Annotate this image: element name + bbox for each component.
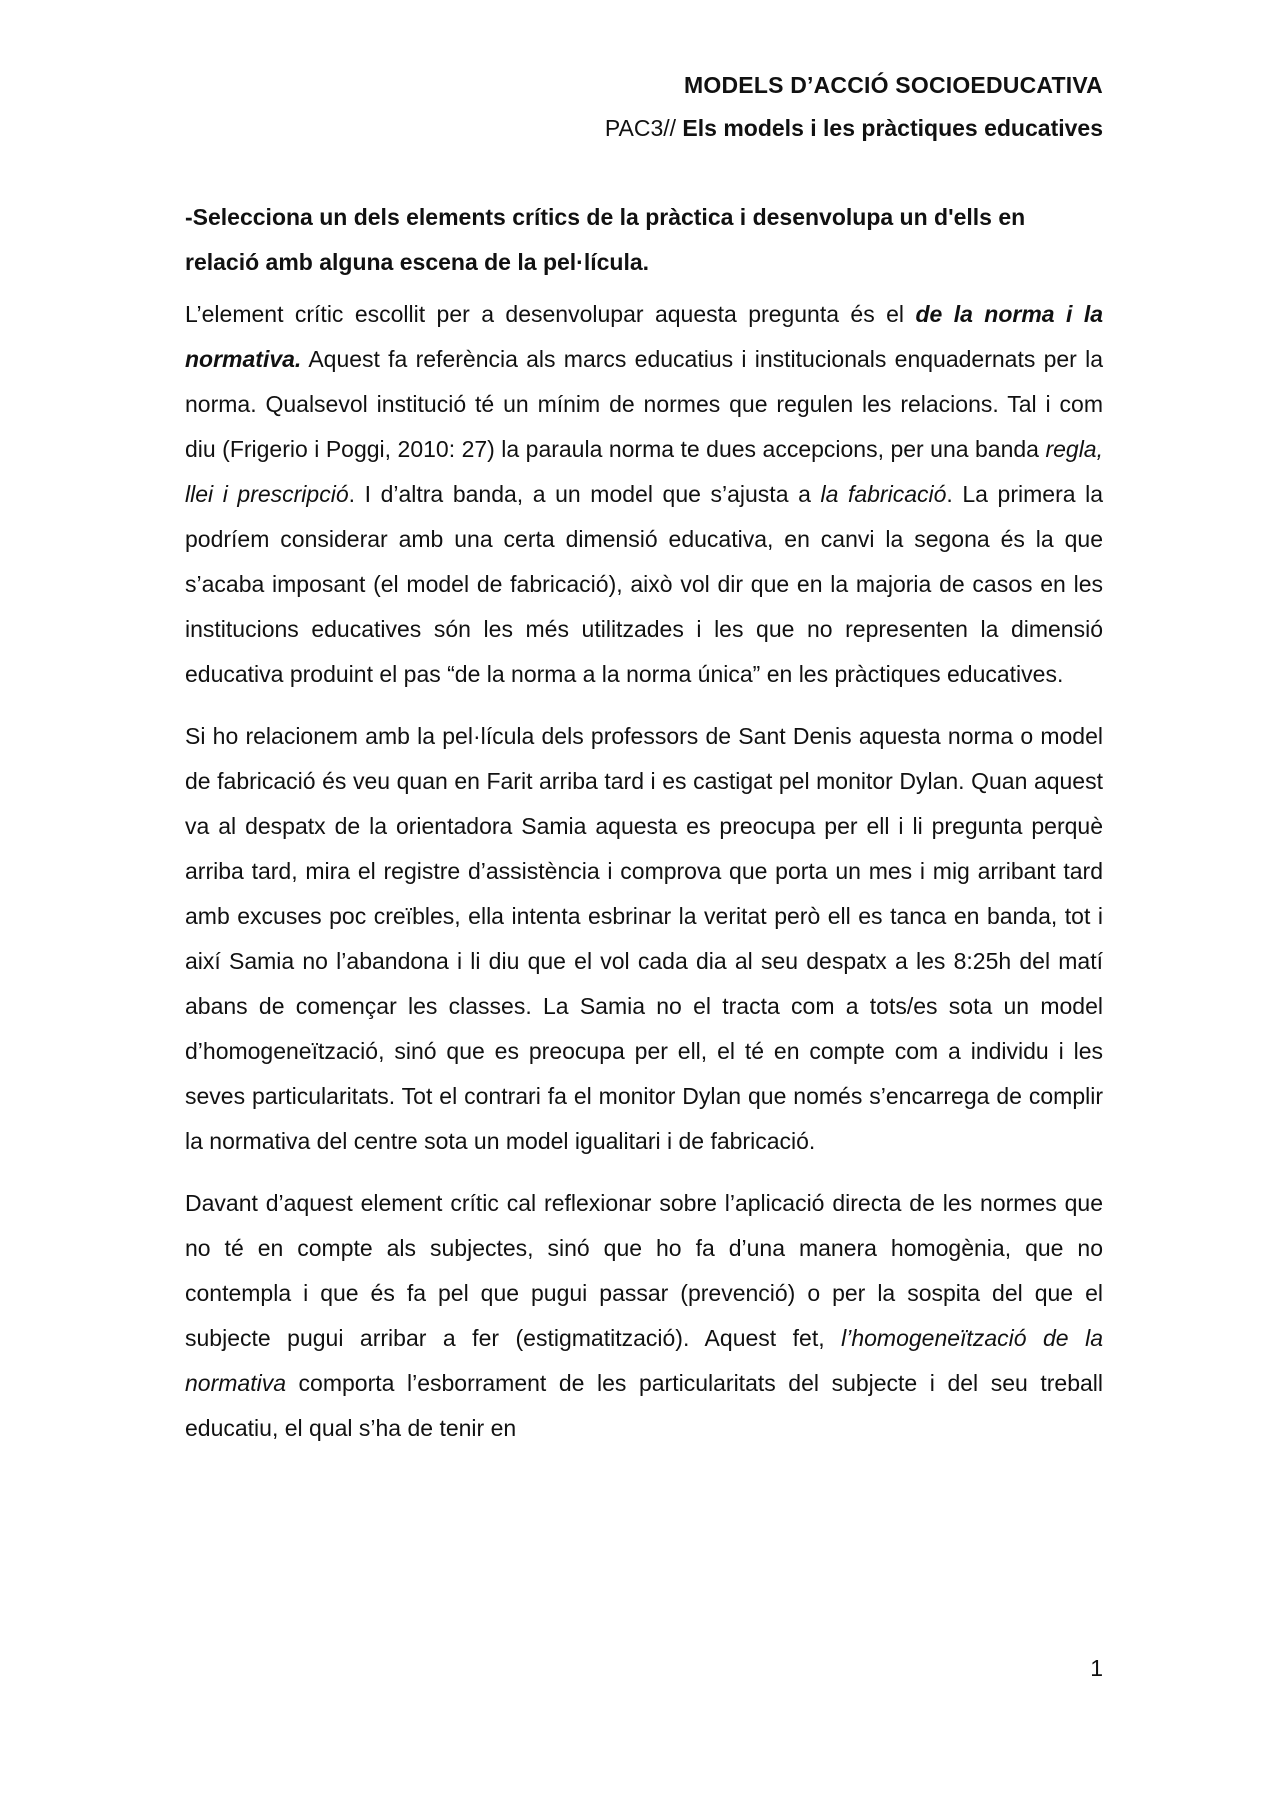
paragraph-3 <box>185 1181 1103 1451</box>
document-body <box>185 195 1103 1468</box>
paragraph-3-text-a: Davant d’aquest element crític cal reflexionar sobre l’aplicació directa de les normes que no té en compte als subjectes, sinó que ho fa d’una manera homogènia, que no contempla i que és fa pel que pugui passar (prevenció) o per la sospita del que el subjecte pugui arribar a fer (estigmatització). Aquest fet, <box>185 1190 1103 1351</box>
paragraph-1-italic-fabricacio: la fabricació <box>820 481 947 507</box>
question-heading: -Selecciona un dels elements crítics de la pràctica i desenvolupa un d'ells en relació amb alguna escena de la pel·lícula. <box>185 204 1026 275</box>
paragraph-1-italic-regla: regla, llei i prescripció <box>185 436 1103 507</box>
paragraph-3-text-b: comporta l’esborrament de les particularitats del subjecte i del seu treball educatiu, el qual s’ha de tenir en <box>185 1370 1103 1441</box>
course-title: MODELS D’ACCIÓ SOCIOEDUCATIVA <box>684 72 1103 98</box>
page-header <box>605 72 1103 142</box>
paragraph-2: Si ho relacionem amb la pel·lícula dels professors de Sant Denis aquesta norma o model de fabricació és veu quan en Farit arriba tard i es castigat pel monitor Dylan. Quan aquest va al despatx de la orientadora Samia aquesta es preocupa per ell i li pregunta perquè arriba tard, mira el registre d’assistència i comprova que porta un mes i mig arribant tard amb excuses poc creïbles, ella intenta esbrinar la veritat però ell es tanca en banda, tot i així Samia no l’abandona i li diu que el vol cada dia al seu despatx a les 8:25h del matí abans de començar les classes. La Samia no el tracta com a tots/es sota un model d’homogeneïtzació, sinó que es preocupa per ell, el té en compte com a individu i les seves particularitats. Tot el contrari fa el monitor Dylan que només s’encarrega de complir la normativa del centre sota un model igualitari i de fabricació. <box>185 723 1103 1154</box>
paragraph-1 <box>185 292 1103 697</box>
assignment-name: Els models i les pràctiques educatives <box>682 115 1103 141</box>
paragraph-1-text-b: Aquest fa referència als marcs educatius i institucionals enquadernats per la norma. Qualsevol institució té un mínim de normes que regulen les relacions. Tal i com diu (Frigerio i Poggi, 2010: 27) la paraula norma te dues accepcions, per una banda <box>185 346 1103 462</box>
assignment-prefix: PAC3// <box>604 115 683 141</box>
page-number: 1 <box>1090 1655 1103 1681</box>
assignment-title <box>605 115 1103 142</box>
paragraph-1-text-c: . I d’altra banda, a un model que s’ajusta a <box>348 481 821 507</box>
paragraph-3-italic-homogeneitzacio: l’homogeneïtzació de la normativa <box>185 1325 1103 1396</box>
paragraph-1-emphasis-norma: de la norma i la normativa. <box>185 301 1104 372</box>
paragraph-1-text-d: . La primera la podríem considerar amb una certa dimensió educativa, en canvi la segona és la que s’acaba imposant (el model de fabricació), això vol dir que en la majoria de casos en les institucions educatives són les més utilitzades i les que no representen la dimensió educativa produint el pas “de la norma a la norma única” en les pràctiques educatives. <box>185 481 1104 687</box>
paragraph-1-text-a: L’element crític escollit per a desenvolupar aquesta pregunta és el <box>185 301 916 327</box>
